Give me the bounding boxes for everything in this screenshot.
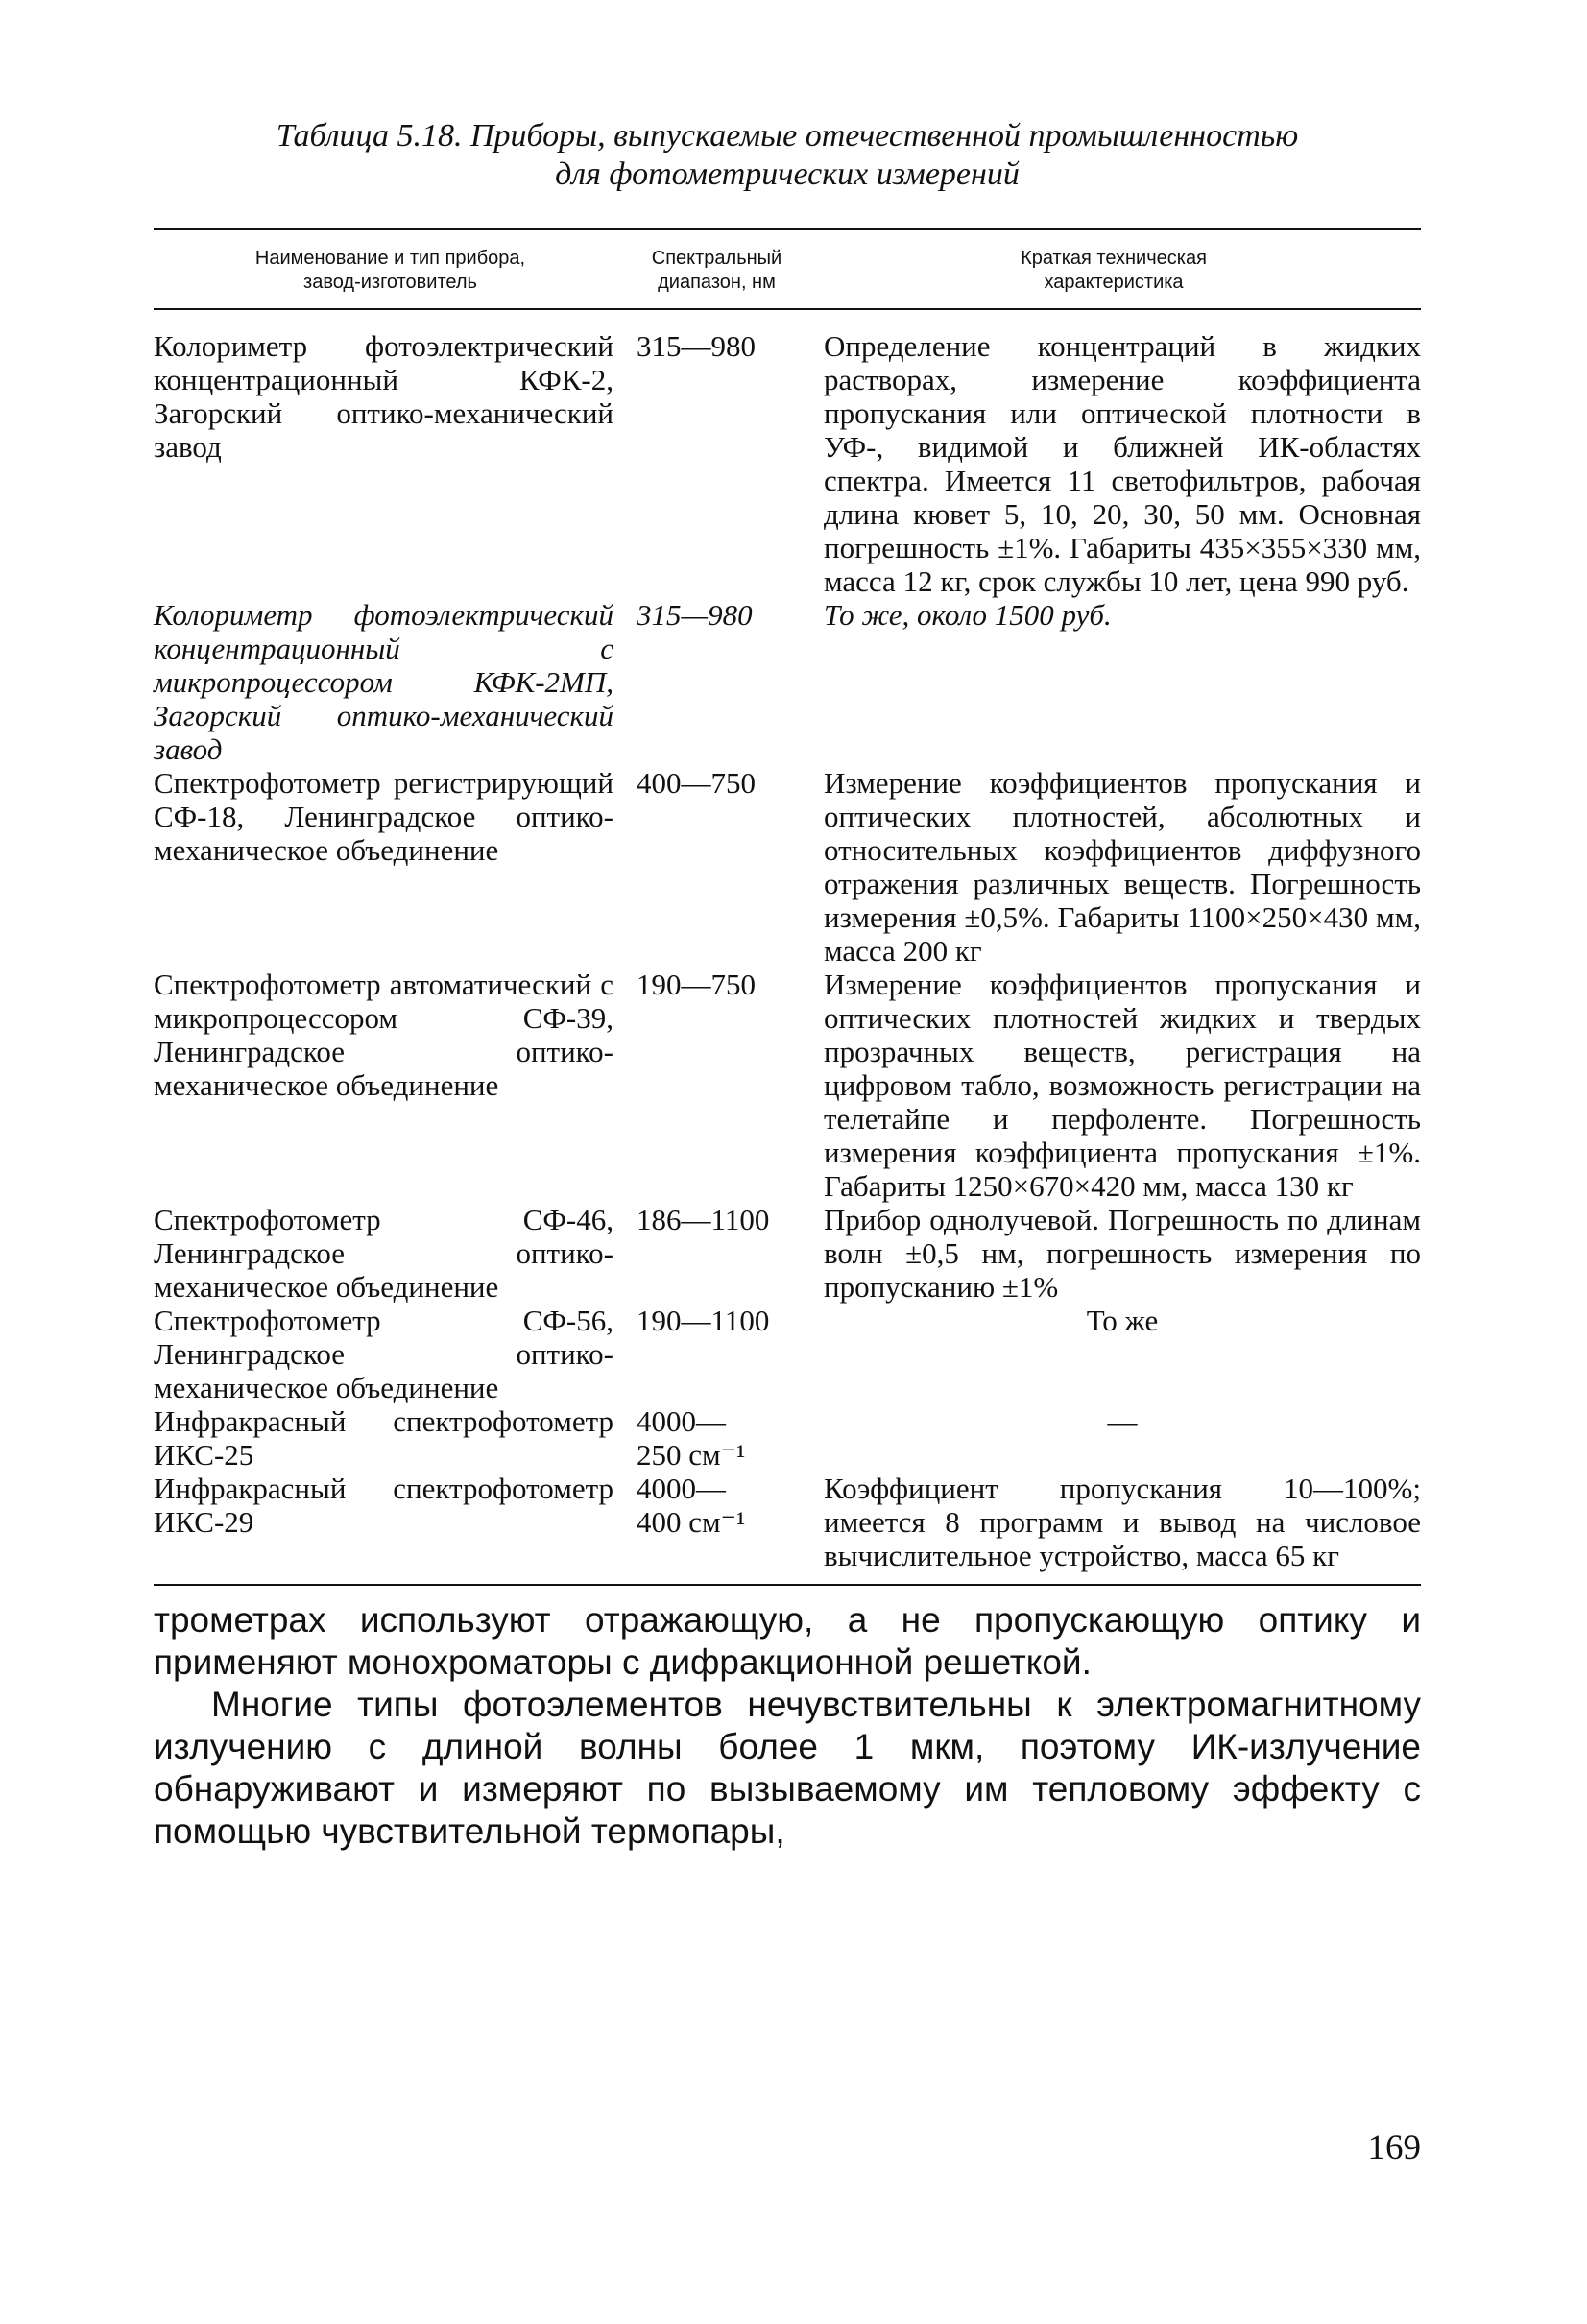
spectral-range: 186—1100 xyxy=(637,1203,770,1236)
table-row xyxy=(154,1404,1421,1472)
instrument-name: Спектрофотометр регистрирующий СФ-18, Ленинградское оптико-механическое объединение xyxy=(154,766,613,867)
header-description xyxy=(806,230,1421,309)
spectral-range-line-1: 4000— xyxy=(637,1472,726,1505)
instrument-description: То же, около 1500 руб. xyxy=(824,598,1112,632)
table-row xyxy=(154,1472,1421,1585)
instrument-name: Спектрофотометр СФ-56, Ленинградское оптико-механическое объединение xyxy=(154,1304,613,1404)
table-row xyxy=(154,309,1421,598)
spectral-range xyxy=(627,1472,806,1585)
header-description-line-1: Краткая техническая xyxy=(1021,248,1207,269)
spectral-range xyxy=(627,1404,806,1472)
instrument-description: Прибор однолучевой. Погрешность по длинам волн ±0,5 нм, погрешность измерения по пропусканию ±1% xyxy=(824,1203,1421,1304)
spectral-range: 190—750 xyxy=(637,968,756,1001)
header-range-line-1: Спектральный xyxy=(651,248,782,269)
instrument-name: Инфракрасный спектрофотометр ИКС-29 xyxy=(154,1472,627,1585)
spectral-range: 315—980 xyxy=(637,329,756,363)
caption-line-2: для фотометрических измерений xyxy=(555,156,1020,192)
spectral-range: 190—1100 xyxy=(637,1304,770,1337)
instruments-table xyxy=(154,230,1421,1586)
body-text xyxy=(154,1599,1421,1853)
header-name xyxy=(154,230,627,309)
page-number: 169 xyxy=(1367,2128,1421,2168)
instrument-name: Спектрофотометр СФ-46, Ленинградское оптико-механическое объединение xyxy=(154,1203,613,1304)
table-header xyxy=(154,230,1421,309)
header-range-line-2: диапазон, нм xyxy=(658,272,776,293)
header-name-line-1: Наименование и тип прибора, xyxy=(254,248,526,269)
table-caption xyxy=(154,117,1421,194)
table-row xyxy=(154,968,1421,1203)
table-row xyxy=(154,598,1421,766)
instrument-description: Измерение коэффициентов пропускания и оптических плотностей, абсолютных и относительных коэффициентов диффузного отражения различных веществ. Погрешность измерения ±0,5%. Габариты 1100×250×430 мм, масса 200 кг xyxy=(824,766,1421,968)
table-row xyxy=(154,766,1421,968)
instrument-description: Определение концентраций в жидких растворах, измерение коэффициента пропускания или оптической плотности в УФ-, видимой и ближней ИК-областях спектра. Имеется 11 светофильтров, рабочая длина кювет 5, 10, 20, 30, 50 мм. Основная погрешность ±1%. Габариты 435×355×330 мм, масса 12 кг, срок службы 10 лет, цена 990 руб. xyxy=(824,329,1421,598)
spectral-range: 400—750 xyxy=(637,766,756,800)
header-name-line-2: завод-изготовитель xyxy=(303,272,477,293)
spectral-range-line-2: 400 см⁻¹ xyxy=(637,1505,746,1539)
paragraph: Многие типы фотоэлементов нечувствительны к электромагнитному излучению с длиной волны более 1 мкм, поэтому ИК-излучение обнаруживают и измеряют по вызываемому им тепловому эффекту с помощью чувствительной термопары, xyxy=(154,1685,1421,1851)
instrument-description: Коэффициент пропускания 10—100%; имеется 8 программ и вывод на числовое вычислительное устройство, масса 65 кг xyxy=(806,1472,1421,1585)
header-description-line-2: характеристика xyxy=(1044,272,1184,293)
page-content xyxy=(154,117,1421,1853)
spectral-range: 315—980 xyxy=(637,598,753,632)
table-row xyxy=(154,1203,1421,1304)
instrument-name: Колориметр фотоэлектрический концентрационный с микропроцессором КФК-2МП, Загорский оптико-механический завод xyxy=(154,598,613,766)
instrument-description: — xyxy=(1107,1404,1138,1438)
spectral-range-line-2: 250 см⁻¹ xyxy=(637,1438,746,1472)
instrument-name: Инфракрасный спектрофотометр ИКС-25 xyxy=(154,1404,613,1472)
table-row xyxy=(154,1304,1421,1404)
caption-line-1: Таблица 5.18. Приборы, выпускаемые отечественной промышленностью xyxy=(276,118,1299,154)
instrument-name: Спектрофотометр автоматический с микропроцессором СФ-39, Ленинградское оптико-механическое объединение xyxy=(154,968,613,1102)
spectral-range-line-1: 4000— xyxy=(637,1404,726,1438)
instrument-description: Измерение коэффициентов пропускания и оптических плотностей жидких и твердых прозрачных веществ, регистрация на цифровом табло, возможность регистрации на телетайпе и перфоленте. Погрешность измерения коэффициента пропускания ±1%. Габариты 1250×670×420 мм, масса 130 кг xyxy=(824,968,1421,1203)
instrument-name: Колориметр фотоэлектрический концентрационный КФК-2, Загорский оптико-механический завод xyxy=(154,329,613,464)
paragraph: трометрах используют отражающую, а не пропускающую оптику и применяют монохроматоры с дифракционной решеткой. xyxy=(154,1600,1421,1682)
instrument-description: То же xyxy=(1086,1304,1159,1337)
header-range xyxy=(627,230,806,309)
